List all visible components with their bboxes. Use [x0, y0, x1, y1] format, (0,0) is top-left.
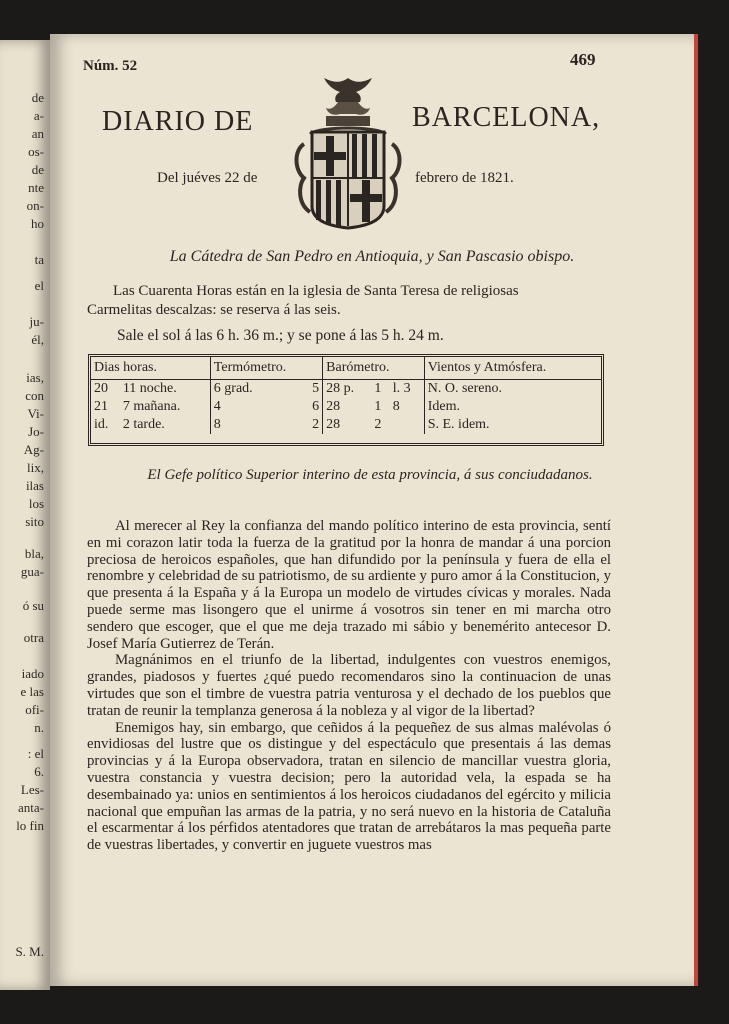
- weather-row: [91, 416, 601, 434]
- weather-cell-wind: Idem.: [427, 399, 460, 414]
- weather-row: [91, 380, 601, 399]
- previous-page-fragment: ias,: [26, 370, 44, 385]
- previous-page-fragment: Vi-: [27, 406, 44, 421]
- weather-row: [91, 398, 601, 416]
- weather-cell-hour: 7 mañana.: [120, 398, 210, 416]
- weather-cell-baro-a: 28: [326, 417, 341, 432]
- article-heading: El Gefe político Superior interino de esta provincia, á sus conciudadanos.: [147, 467, 593, 483]
- weather-cell-baro-c: [390, 416, 424, 434]
- previous-page-fragment: bla,: [24, 546, 44, 561]
- forty-hours-line-2: Carmelitas descalzas: se reserva á las seis.: [87, 302, 341, 318]
- weather-cell-day: 21: [94, 399, 108, 414]
- weather-cell-baro-c: l. 3: [390, 380, 424, 399]
- previous-page-fragment: 6.: [34, 764, 44, 779]
- previous-page-fragment: otra: [23, 630, 44, 645]
- weather-cell-temp-b: 2: [297, 416, 323, 434]
- previous-page-fragment: n.: [34, 720, 44, 735]
- weather-cell-temp-a: 8: [213, 417, 221, 432]
- date-line-right: febrero de 1821.: [415, 170, 514, 186]
- col-winds: Vientos y Atmósfera.: [424, 357, 601, 380]
- previous-page-fragment: lix,: [27, 460, 44, 475]
- forty-hours-line-1: Las Cuarenta Horas están en la iglesia de Santa Teresa de religiosas: [113, 283, 519, 299]
- previous-page-fragment: Ag-: [23, 442, 44, 457]
- previous-page-fragment: ilas: [25, 478, 44, 493]
- issue-number: Núm. 52: [83, 58, 138, 74]
- newspaper-page: [50, 34, 698, 986]
- masthead-title-left: DIARIO DE: [102, 106, 254, 137]
- previous-page-fragment: los: [28, 496, 44, 511]
- article-paragraph-3: Enemigos hay, sin embargo, que ceñidos á la pequeñez de sus almas malévolas ó envidiosas del lustre que os distingue y del espectáculo que presentais á las demas provincias y á la Europa observadora, tratan en silencio de mancillar vuestra gloria, vuestra constancia y vuestra decision; pero la autoridad vela, la espada se ha desembainado ya: unios en sentimientos á los heroicos ciudadanos del egército y milicia nacional que empuñan las armas de la patria, y no será nuevo en la historia de Cataluña el escarmentar á los pérfidos atentadores que tratan de arrebátaros la mas pequeña parte de vuestras libertades, y convertir en juguete vuestros mas: [87, 719, 611, 854]
- weather-cell-wind: S. E. idem.: [427, 417, 490, 432]
- date-line-left: Del juéves 22 de: [157, 170, 258, 186]
- barcelona-coat-of-arms-icon: [290, 74, 406, 232]
- weather-cell-hour: 11 noche.: [120, 380, 210, 399]
- forty-hours-notice: [87, 282, 607, 320]
- weather-cell-temp-b: 6: [297, 398, 323, 416]
- weather-cell-temp-b: 5: [297, 380, 323, 399]
- previous-page-fragment: nte: [28, 180, 44, 195]
- previous-page-fragment: : el: [27, 746, 44, 761]
- previous-page-fragment: e las: [20, 684, 44, 699]
- col-days-hours: Dias horas.: [91, 357, 210, 380]
- previous-page-fragment: gua-: [20, 564, 44, 579]
- previous-page-fragment: os-: [28, 144, 44, 159]
- previous-page-fragment: Les-: [20, 782, 44, 797]
- weather-cell-baro-b: 2: [374, 417, 382, 432]
- previous-page-fragment: Jo-: [28, 424, 44, 439]
- weather-table: [88, 354, 604, 446]
- weather-cell-baro-b: 1: [374, 399, 382, 414]
- weather-cell-wind: N. O. sereno.: [427, 381, 502, 396]
- weather-cell-baro-a: 28: [326, 399, 341, 414]
- previous-page-fragment: él,: [31, 332, 44, 347]
- article-body: [87, 518, 611, 854]
- previous-page-fragment: lo fin: [16, 818, 44, 833]
- weather-cell-baro-b: 1: [374, 381, 382, 396]
- sunrise-sunset: Sale el sol á las 6 h. 36 m.; y se pone á las 5 h. 24 m.: [117, 327, 444, 344]
- page-number: 469: [570, 50, 596, 69]
- previous-page-fragment: ju-: [29, 314, 44, 329]
- col-thermometer: Termómetro.: [210, 357, 322, 380]
- previous-page-fragment: con: [25, 388, 44, 403]
- weather-cell-day: 20: [94, 381, 108, 396]
- col-barometer: Barómetro.: [323, 357, 425, 380]
- previous-page-fragment: ho: [31, 216, 44, 231]
- previous-page-fragment: a-: [33, 108, 44, 123]
- masthead-title-right: BARCELONA,: [412, 102, 601, 133]
- weather-cell-day: id.: [94, 417, 109, 432]
- previous-page-fragment: de: [31, 90, 44, 105]
- previous-page: [0, 40, 50, 990]
- weather-cell-temp-a: 6 grad.: [213, 381, 253, 396]
- previous-page-fragment: anta-: [18, 800, 44, 815]
- previous-page-fragment: S. M.: [15, 944, 44, 959]
- previous-page-fragment: el: [34, 278, 44, 293]
- weather-cell-temp-a: 4: [213, 399, 221, 414]
- weather-cell-hour: 2 tarde.: [120, 416, 210, 434]
- previous-page-fragment: de: [31, 162, 44, 177]
- weather-cell-baro-a: 28 p.: [326, 381, 355, 396]
- previous-page-fragment: on-: [26, 198, 44, 213]
- article-paragraph-1: Al merecer al Rey la confianza del mando político interino de esta provincia, sentí en mi corazon latir toda la fuerza de la gratitud por la honra de mandar á una porcion preciosa de heroicos españoles, que han difundido por la península y fuera de ella el renombre y celebridad de su patriotismo, de su ardiente y puro amor á la Constitucion, y que presenta á la España y á la Europa un modelo de virtudes cívicas y morales. Nada puede serme mas lisongero que el unirme á vosotros sin tener en mi marcha otro sendero que escoger, que el que me deja trazado mi sábio y benemérito antecesor D. Josef María Gutierrez de Terán.: [87, 518, 611, 652]
- previous-page-fragment: sito: [25, 514, 44, 529]
- previous-page-fragment: iado: [21, 666, 44, 681]
- previous-page-fragment: an: [31, 126, 44, 141]
- previous-page-fragment: ó su: [22, 598, 44, 613]
- article-paragraph-2: Magnánimos en el triunfo de la libertad, indulgentes con vuestros enemigos, grandes, piadosos y fuertes ¿qué puedo recomendaros sino la continuacion de unas virtudes que son el timbre de vuestra patria venturosa y el dechado de los pueblos que tratan de reunir la templanza generosa á la nobleza y al vigor de la libertad?: [87, 652, 611, 719]
- weather-cell-baro-c: 8: [390, 398, 424, 416]
- previous-page-fragment: ta: [34, 252, 44, 267]
- previous-page-fragment: ofi-: [25, 702, 44, 717]
- saints-of-the-day: La Cátedra de San Pedro en Antioquia, y San Pascasio obispo.: [169, 248, 575, 265]
